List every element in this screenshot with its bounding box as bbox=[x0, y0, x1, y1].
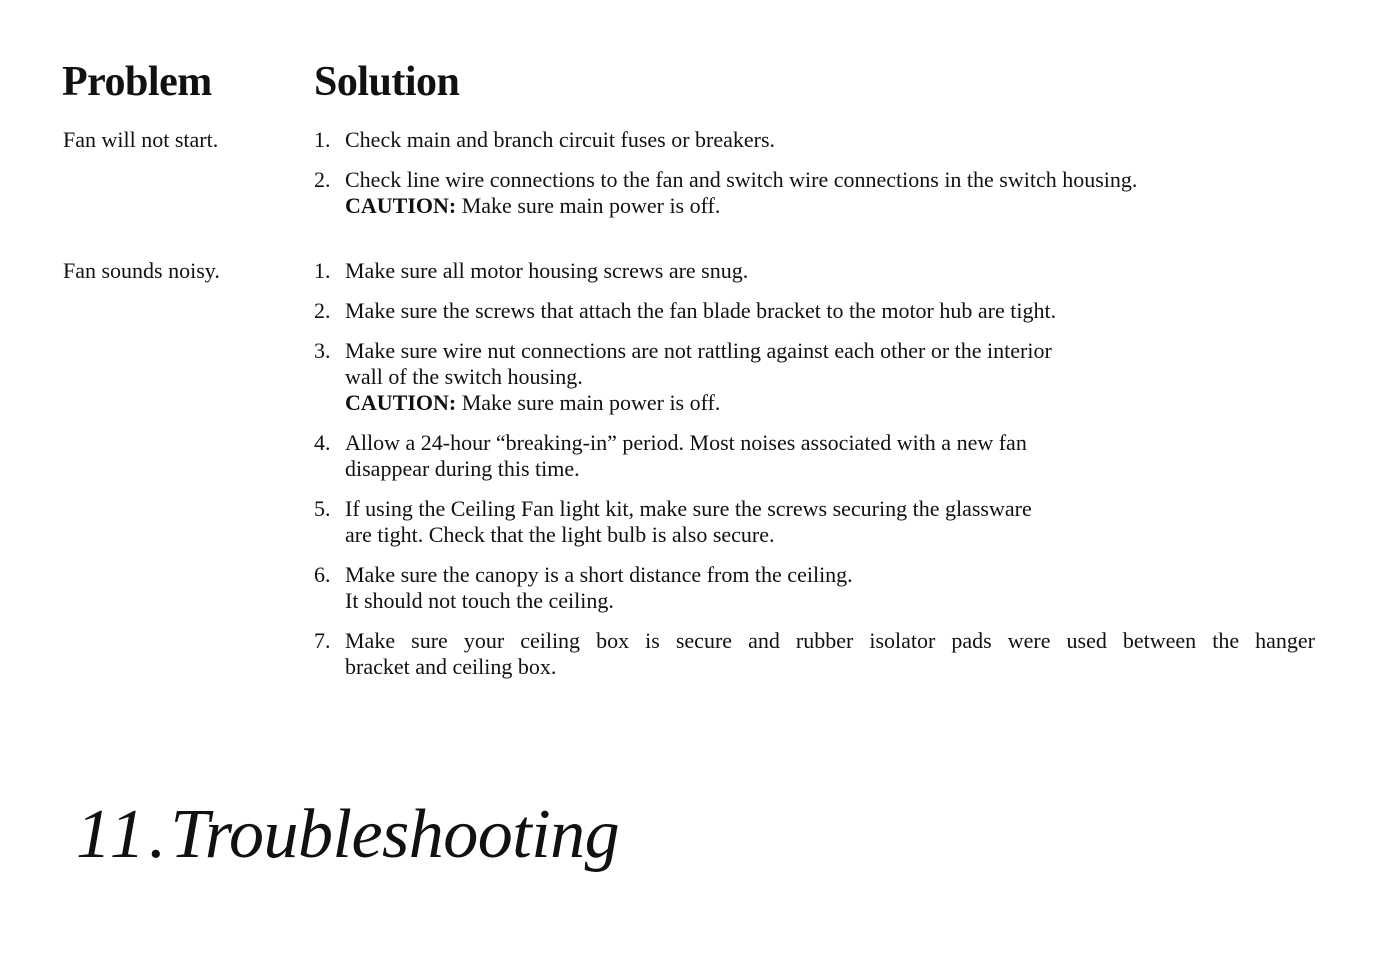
solution-text: Make sure the canopy is a short distance from the ceiling. bbox=[345, 562, 853, 587]
solution-item bbox=[314, 167, 1324, 219]
solution-text: Make sure the screws that attach the fan blade bracket to the motor hub are tight. bbox=[345, 298, 1057, 323]
caution-note bbox=[345, 193, 1324, 219]
solution-text: Allow a 24-hour “breaking-in” period. Most noises associated with a new fan bbox=[345, 430, 1027, 455]
solution-number: 6. bbox=[314, 562, 331, 587]
problem-label-fan-sounds-noisy: Fan sounds noisy. bbox=[63, 258, 220, 283]
caution-label: CAUTION: bbox=[345, 193, 457, 218]
solution-text: bracket and ceiling box. bbox=[345, 654, 557, 679]
solution-item bbox=[314, 127, 1324, 153]
solution-number: 1. bbox=[314, 258, 331, 283]
section-heading bbox=[76, 790, 619, 880]
solution-column-header: Solution bbox=[314, 59, 460, 105]
solution-text: It should not touch the ceiling. bbox=[345, 588, 614, 613]
solution-item bbox=[314, 430, 1324, 482]
solution-list-fan-sounds-noisy bbox=[314, 258, 1324, 694]
solution-item bbox=[314, 628, 1324, 680]
solution-text: If using the Ceiling Fan light kit, make sure the screws securing the glassware bbox=[345, 496, 1032, 521]
problem-label-fan-will-not-start: Fan will not start. bbox=[63, 127, 219, 152]
solution-number: 2. bbox=[314, 167, 331, 192]
solution-text: are tight. Check that the light bulb is also secure. bbox=[345, 522, 775, 547]
caution-text: Make sure main power is off. bbox=[461, 193, 721, 218]
solution-text: Make sure your ceiling box is secure and rubber isolator pads were used between the hanger bbox=[345, 628, 1315, 653]
problem-column-header: Problem bbox=[62, 59, 212, 105]
solution-number: 1. bbox=[314, 127, 331, 152]
solution-number: 5. bbox=[314, 496, 331, 521]
section-title-text: Troubleshooting bbox=[170, 796, 620, 873]
solution-number: 2. bbox=[314, 298, 331, 323]
solution-text: Make sure wire nut connections are not rattling against each other or the interior bbox=[345, 338, 1052, 363]
caution-note bbox=[345, 390, 1324, 416]
caution-text: Make sure main power is off. bbox=[461, 390, 721, 415]
caution-label: CAUTION: bbox=[345, 390, 457, 415]
solution-list-fan-will-not-start bbox=[314, 127, 1324, 233]
solution-text: Check line wire connections to the fan and switch wire connections in the switch housing. bbox=[345, 167, 1138, 192]
solution-item bbox=[314, 496, 1324, 548]
solution-item bbox=[314, 258, 1324, 284]
solution-item bbox=[314, 298, 1324, 324]
solution-text: Check main and branch circuit fuses or breakers. bbox=[345, 127, 776, 152]
solution-item bbox=[314, 338, 1324, 416]
solution-text: disappear during this time. bbox=[345, 456, 580, 481]
section-number: 11. bbox=[76, 796, 171, 873]
solution-number: 4. bbox=[314, 430, 331, 455]
solution-number: 3. bbox=[314, 338, 331, 363]
solution-item bbox=[314, 562, 1324, 614]
solution-text: wall of the switch housing. bbox=[345, 364, 583, 389]
solution-text: Make sure all motor housing screws are snug. bbox=[345, 258, 749, 283]
solution-number: 7. bbox=[314, 628, 331, 653]
